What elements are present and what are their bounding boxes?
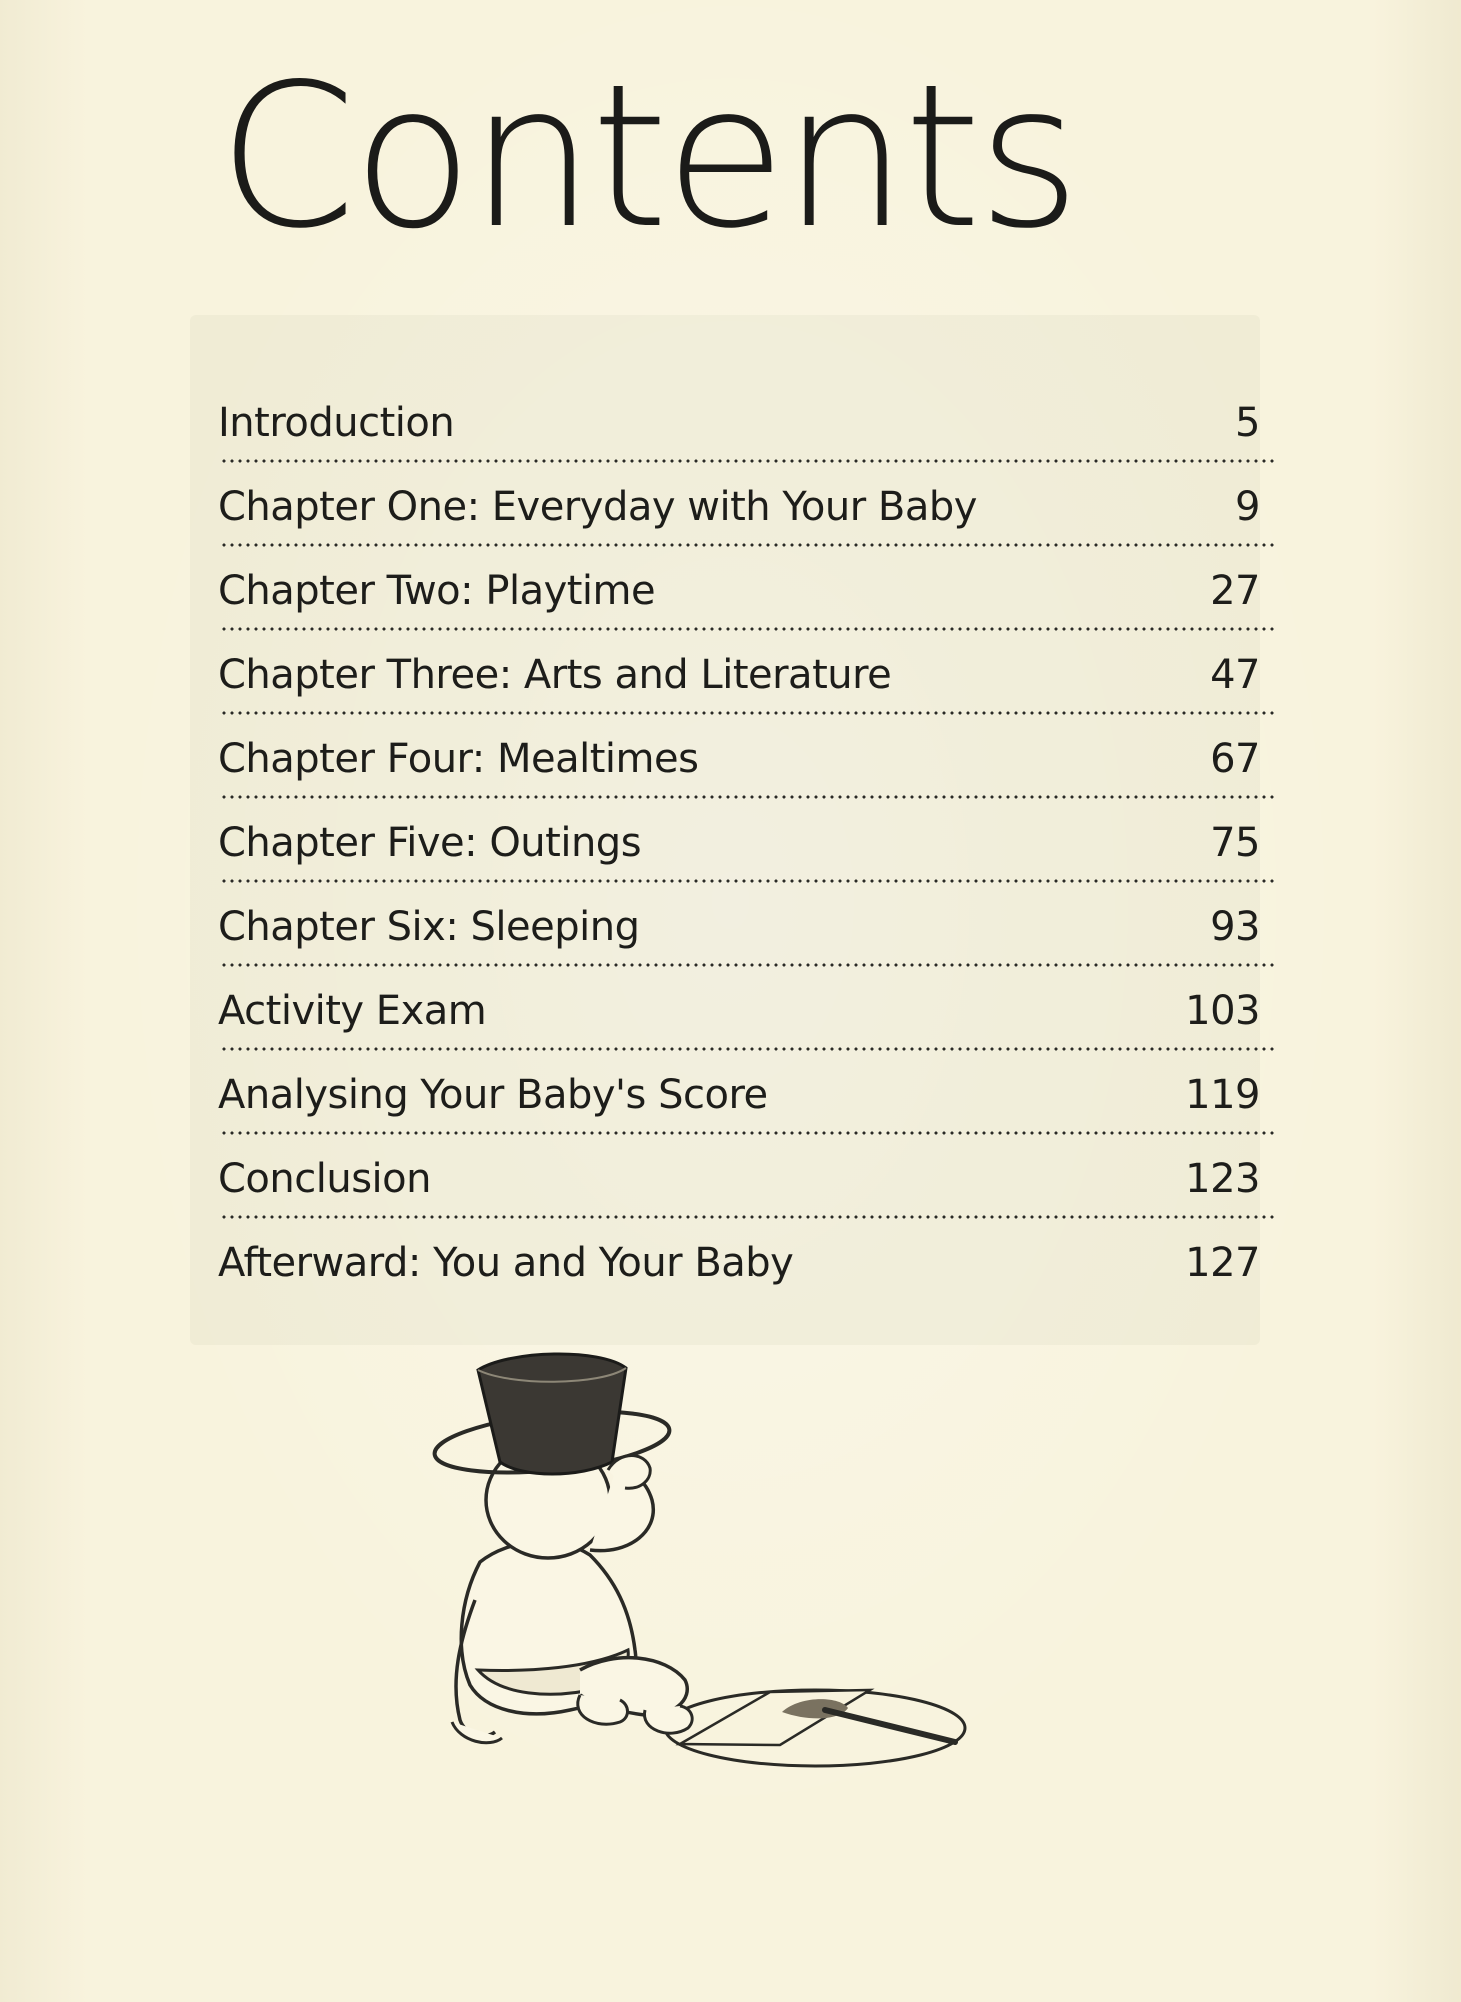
toc-entry-page-number: 9 [1235, 484, 1260, 530]
toc-entry [218, 1057, 1274, 1141]
toc-entry-title: Chapter Three: Arts and Literature [218, 652, 892, 698]
baby-foot [644, 1706, 692, 1733]
toc-entry [218, 721, 1274, 805]
toc-entry-title: Introduction [218, 400, 455, 446]
toc-entry-title: Analysing Your Baby's Score [218, 1072, 768, 1118]
toc-entry-page-number: 93 [1210, 904, 1260, 950]
toc-entry-page-number: 103 [1185, 988, 1260, 1034]
page-title: Contents [218, 41, 1077, 272]
toc-entry-title: Activity Exam [218, 988, 487, 1034]
toc-entry [218, 805, 1274, 889]
toc-entry-page-number: 123 [1185, 1156, 1260, 1202]
toc-entry-page-number: 67 [1210, 736, 1260, 782]
toc-entry-page-number: 127 [1185, 1240, 1260, 1286]
paintbrush [825, 1710, 955, 1742]
toc-entry-title: Conclusion [218, 1156, 431, 1202]
toc-entry [218, 637, 1274, 721]
toc-entry [218, 469, 1274, 553]
toc-entry-page-number: 47 [1210, 652, 1260, 698]
toc-entry-title: Chapter Six: Sleeping [218, 904, 640, 950]
toc-entry [218, 553, 1274, 637]
toc-entry-title: Chapter One: Everyday with Your Baby [218, 484, 977, 530]
toc-entry-page-number: 5 [1235, 400, 1260, 446]
baby-with-bucket-hat-illustration [430, 1350, 1010, 1770]
toc-entry-page-number: 75 [1210, 820, 1260, 866]
toc-entry [218, 385, 1274, 469]
toc-entry [218, 1225, 1274, 1309]
toc-entry-page-number: 27 [1210, 568, 1260, 614]
toc-entry-title: Chapter Two: Playtime [218, 568, 656, 614]
toc-entry-title: Chapter Four: Mealtimes [218, 736, 699, 782]
toc-entry [218, 1141, 1274, 1225]
table-of-contents [218, 385, 1274, 1309]
toc-entry-title: Chapter Five: Outings [218, 820, 642, 866]
bucket-hat [478, 1354, 626, 1474]
toc-entry [218, 973, 1274, 1057]
toc-entry-title: Afterward: You and Your Baby [218, 1240, 794, 1286]
paper-sheet [680, 1690, 870, 1745]
toc-entry-page-number: 119 [1185, 1072, 1260, 1118]
toc-entry [218, 889, 1274, 973]
